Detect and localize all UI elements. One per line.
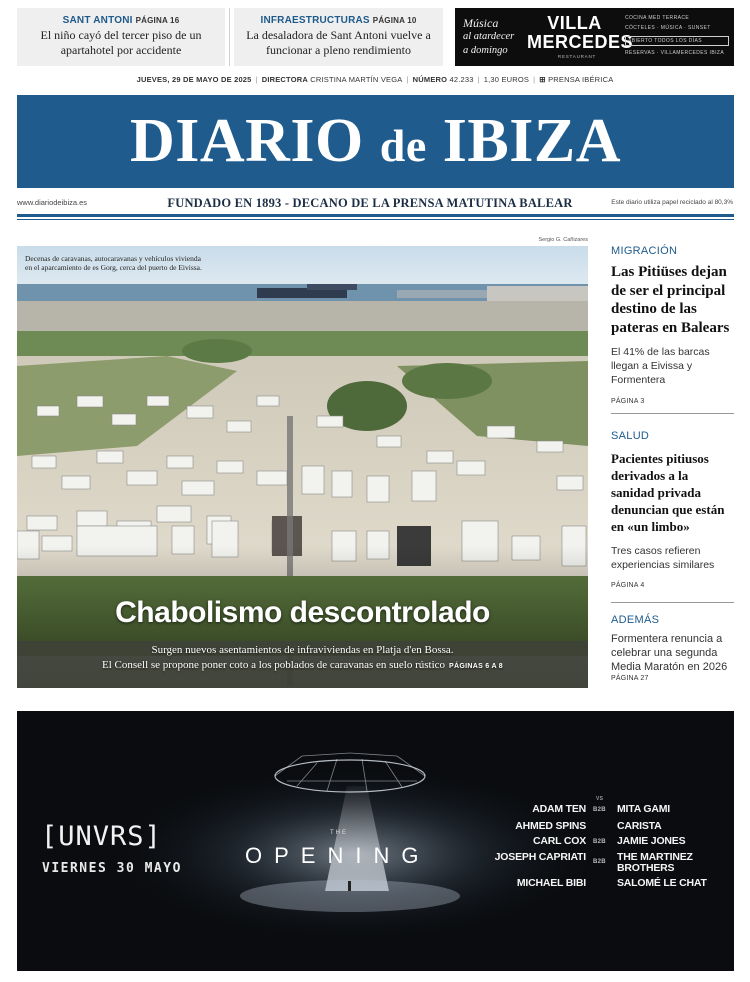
website-link[interactable]: www.diariodeibiza.es bbox=[17, 198, 88, 207]
lineup-artist: THE MARTINEZ BROTHERS bbox=[617, 851, 693, 874]
story-salud[interactable] bbox=[611, 430, 734, 589]
teaser-section: INFRAESTRUCTURAS bbox=[260, 15, 370, 26]
villa-mercedes-ad[interactable] bbox=[455, 8, 734, 66]
teaser-page: PÁGINA 16 bbox=[135, 16, 180, 25]
photo-credit: Sergio G. Cañizares bbox=[538, 237, 588, 243]
story-category: SALUD bbox=[611, 430, 650, 442]
lineup-artist: AHMED SPINS bbox=[515, 820, 586, 832]
teaser-sant-antoni[interactable] bbox=[17, 8, 225, 66]
story-page: PÁGINA 4 bbox=[611, 582, 645, 589]
event-title: OPENING bbox=[245, 843, 431, 868]
publisher-group: PRENSA IBÉRICA bbox=[548, 75, 614, 84]
event-title-the: THE bbox=[330, 830, 348, 836]
main-photo[interactable] bbox=[17, 246, 588, 688]
ad-fine-2: CÓCTELES · MÚSICA · SUNSET bbox=[625, 25, 711, 31]
teaser-section: SANT ANTONI bbox=[62, 15, 133, 26]
lineup-artist: JOSEPH CAPRIATI bbox=[494, 851, 586, 863]
ad-brand-sub: RESTAURANT bbox=[557, 54, 597, 59]
sidebar-divider bbox=[611, 602, 734, 603]
b2b-label: B2B bbox=[593, 807, 606, 813]
edition-info: JUEVES, 29 DE MAYO DE 2025 | DIRECTORA CRISTINA MARTÍN VEGA | NÚMERO 42.233 | 1,30 EUROS | ⊞ PRENSA IBÉRICA bbox=[136, 75, 614, 84]
story-summary: Tres casos refieren experiencias similares bbox=[611, 545, 715, 571]
story-ademas[interactable] bbox=[611, 614, 734, 682]
main-headline[interactable]: Chabolismo descontrolado bbox=[115, 596, 490, 629]
ad-fine-4: RESERVAS · VILLAMERCEDES IBIZA bbox=[625, 50, 725, 56]
lineup-artist: CARL COX bbox=[532, 835, 586, 847]
story-summary: Formentera renuncia a celebrar una segunda Media Maratón en 2026 bbox=[611, 633, 728, 673]
ad-music-text: Música al atardecer a domingo bbox=[463, 16, 515, 56]
issue-number: 42.233 bbox=[449, 75, 474, 84]
sidebar-divider bbox=[611, 413, 734, 414]
director-name: CRISTINA MARTÍN VEGA bbox=[310, 75, 403, 84]
lineup-artist: ADAM TEN bbox=[532, 803, 586, 815]
ad-brand: VILLA MERCEDES bbox=[527, 13, 634, 52]
lineup-artist: MITA GAMI bbox=[617, 803, 671, 815]
main-story-pages: PÁGINAS 6 A 8 bbox=[449, 663, 503, 670]
ad-fine-3: ABIERTO TODOS LOS DÍAS bbox=[625, 36, 729, 46]
unvrs-logo: [UNVRS] bbox=[41, 821, 162, 852]
lineup-artist: MICHAEL BIBI bbox=[516, 877, 586, 889]
teaser-text: El niño cayó del tercer piso de un apartahotel por accidente bbox=[40, 28, 202, 57]
lineup-artist: SALOMÉ LE CHAT bbox=[617, 877, 707, 889]
teaser-text: La desaladora de Sant Antoni vuelve a funcionar a pleno rendimiento bbox=[246, 28, 431, 57]
masthead-rule-thin bbox=[17, 219, 734, 220]
lineup-artist: JAMIE JONES bbox=[617, 835, 686, 847]
story-migracion[interactable] bbox=[611, 245, 734, 405]
story-page: PÁGINA 3 bbox=[611, 398, 645, 405]
story-headline: Pacientes pitiusos derivados a la sanidad privada denuncian que están en «un limbo» bbox=[611, 451, 725, 534]
b2b-label: B2B bbox=[593, 839, 606, 845]
unvrs-ad[interactable] bbox=[17, 711, 734, 971]
lineup-vs: VS bbox=[596, 796, 604, 802]
masthead-rule bbox=[17, 214, 734, 217]
masthead[interactable] bbox=[17, 95, 734, 188]
event-date: VIERNES 30 MAYO bbox=[42, 861, 182, 876]
main-subheadline-2: El Consell se propone poner coto a los poblados de caravanas en suelo rústico PÁGINAS 6 A 8 bbox=[102, 659, 503, 671]
masthead-title: DIARIO de IBIZA bbox=[129, 107, 622, 175]
teaser-divider bbox=[229, 8, 230, 66]
photo-caption: Decenas de caravanas, autocaravanas y vehículos vivienda en el aparcamiento de es Gorg, cerca del puerto de Eivissa. bbox=[25, 254, 202, 272]
teaser-page: PÁGINA 10 bbox=[372, 16, 417, 25]
teaser-infraestructuras[interactable] bbox=[234, 8, 443, 66]
main-subheadline-1: Surgen nuevos asentamientos de infraviviendas en Platja d'en Bossa. bbox=[151, 644, 454, 656]
story-page: PÁGINA 27 bbox=[611, 675, 649, 682]
story-category: MIGRACIÓN bbox=[611, 245, 678, 257]
ad-fine-1: COCINA MED TERRACE bbox=[625, 15, 690, 21]
story-category: ADEMÁS bbox=[611, 614, 660, 626]
story-summary: El 41% de las barcas llegan a Eivissa y Formentera bbox=[611, 346, 710, 386]
b2b-label: B2B bbox=[593, 859, 606, 865]
story-headline: Las Pitiüses dejan de ser el principal destino de las pateras en Balears bbox=[611, 264, 730, 336]
recycled-note: Este diario utiliza papel reciclado al 80,3% bbox=[611, 199, 733, 206]
founded-tagline: FUNDADO EN 1893 - DECANO DE LA PRENSA MATUTINA BALEAR bbox=[167, 196, 573, 210]
price: 1,30 EUROS bbox=[483, 75, 530, 84]
lineup-artist: CARISTA bbox=[617, 820, 662, 832]
group-icon: ⊞ bbox=[539, 75, 546, 84]
edition-date: JUEVES, 29 DE MAYO DE 2025 bbox=[136, 75, 252, 84]
